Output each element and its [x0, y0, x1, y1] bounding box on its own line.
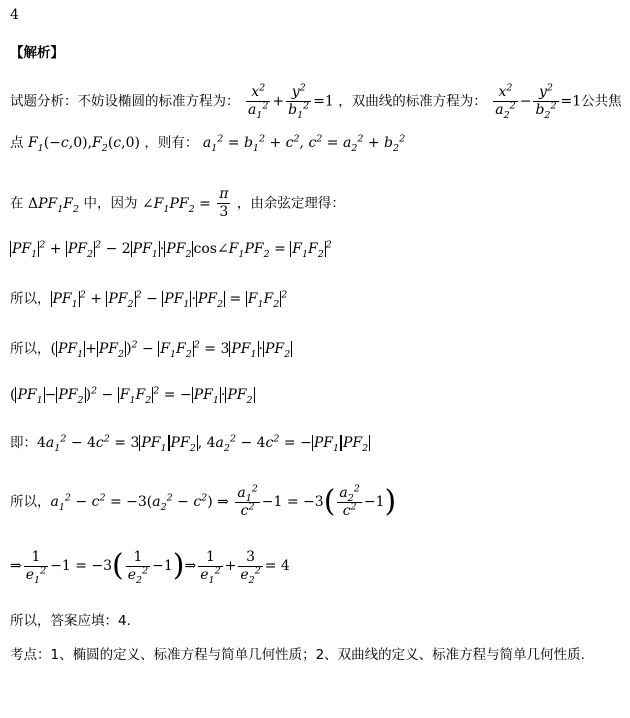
eccentricity-equation: ⇒ $\frac{1}{e_1^2}$ −1 = −3( $\frac{1}{e_2^2}$ −1)⇒ $\frac{1}{e_1^2}$ + $\frac{3}{e_2^2}$ = 4 [10, 548, 290, 586]
ellipse-frac-y: $\frac{y^2}{b_1^2}$ [288, 82, 310, 121]
triangle-text-2: 中，因为 [83, 195, 138, 212]
foci-expression: $F_1(-c,0),F_2(c,0)$ [27, 135, 140, 154]
relation-expression: $a_1^2 = b_1^2 + c^2$, $c^2 = a_2^2 + b_2^2$ [202, 133, 406, 154]
page-number: 4 [10, 7, 19, 23]
kaodian-line: 考点：1、椭圆的定义、标准方程与简单几何性质；2、双曲线的定义、标准方程与简单几何性质. [10, 647, 585, 663]
so-label-1: 所以， [10, 291, 51, 307]
so-expression-2: ( $PF_1 + PF_2$ )$^2 - F_1F_2^2 = 3$ $PF_1 \cdot PF_2$ [50, 339, 291, 360]
intro-text-5: ，则有： [144, 135, 199, 151]
intro-text-2: ，双曲线的标准方程为： [338, 93, 487, 110]
triangle-text-3: ，由余弦定理得： [236, 195, 345, 212]
so-label-3: 所以， [10, 494, 51, 510]
cosine-law-equation: $PF_1^2 + PF_2^2 - 2$ $PF_1 \cdot PF_2$ $\cos\angle F_1PF_2 = F_1F_2^2$ [12, 239, 332, 260]
so-line-2 [10, 340, 292, 358]
so-expression-3: $a_1^2 - c^2 = -3(a_2^2 - c^2)$ ⇒ $\frac{a_1^2}{c^2}$ −1 = −3( $\frac{a_2^2}{c^2}$ −1) [50, 482, 397, 519]
ie-label: 即： [10, 435, 37, 451]
ie-line [10, 434, 370, 452]
difference-equation: ( $PF_1 - PF_2$ )$^2 - F_1F_2^2$ = − $PF_1 \cdot PF_2$ [10, 385, 253, 406]
intro-line-2 [10, 134, 405, 152]
triangle-text-1: 在 [10, 195, 24, 212]
triangle-expression: $\Delta PF_1F_2$ [27, 195, 80, 215]
intro-text-1: 试题分析：不妨设椭圆的标准方程为： [10, 93, 240, 110]
intro-text-3: 公共焦 [581, 93, 622, 110]
so-line-1 [10, 290, 287, 308]
hyperbola-frac-x: $\frac{x^2}{a_2^2}$ [495, 82, 516, 121]
triangle-line [10, 186, 345, 221]
so-line-3 [10, 484, 396, 520]
ellipse-frac-x: $\frac{x^2}{a_1^2}$ [247, 82, 269, 121]
intro-line-1: 试题分析：不妨设椭圆的标准方程为： $\frac{x^2}{a_1^2}$ + $\frac{y^2}{b_1^2}$ =1 ，双曲线的标准方程为： $\frac{x^2}{a_2^2}$ − $\frac{y^2}{b_2^2}$ =1公共焦 [10, 82, 622, 121]
hyperbola-frac-y: $\frac{y^2}{b_2^2}$ [535, 82, 557, 121]
section-heading: 【解析】 [10, 45, 64, 61]
ie-expression: $4a_1^2 - 4c^2 = 3$ $PF_1$ $PF_2$ , $4a_2^2 - 4c^2$ = − $PF_1$ $PF_2$ [37, 433, 369, 454]
answer-line: 所以，答案应填：4. [10, 613, 131, 629]
intro-text-4: 点 [10, 135, 24, 151]
so-label-2: 所以， [10, 341, 51, 357]
angle-expression: $\angle F_1PF_2$ = $\frac{\pi}{3}$ [141, 186, 229, 220]
so-expression-1: $PF_1^2 + PF_2^2 - PF_1 \cdot PF_2 = F_1F_2^2$ [52, 289, 288, 310]
